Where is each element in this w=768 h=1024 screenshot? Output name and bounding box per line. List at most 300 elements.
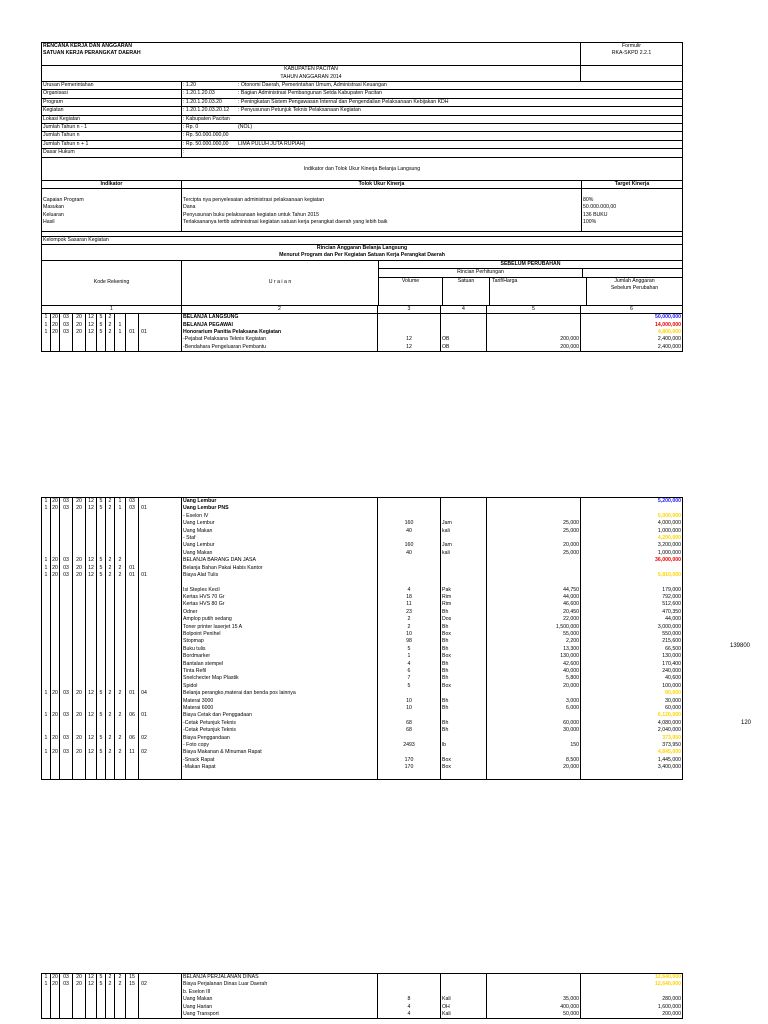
kode-segment: 01 <box>126 329 139 336</box>
colnum-2: 2 <box>181 306 377 313</box>
tarif-cell <box>486 989 580 996</box>
jumlah-cell: 30,000 <box>580 698 682 705</box>
kode-segment <box>97 661 106 668</box>
kode-segment <box>73 757 86 764</box>
kode-extra <box>139 683 149 690</box>
kode-extra <box>139 520 149 527</box>
kode-segment <box>126 698 139 705</box>
volume-cell <box>377 322 440 329</box>
satuan-cell <box>440 712 486 719</box>
kode-segment <box>126 1011 139 1018</box>
kode-segment <box>106 520 115 527</box>
kode-rekening <box>42 344 181 351</box>
kode-segment <box>73 1011 86 1018</box>
kode-segment: 20 <box>73 572 86 579</box>
kode-segment <box>42 727 51 734</box>
kode-segment <box>60 996 73 1003</box>
kode-segment <box>42 587 51 594</box>
kode-segment: 20 <box>73 557 86 564</box>
uraian-cell: Kertas HVS 70 Gr <box>181 594 377 601</box>
kode-rekening <box>42 705 181 712</box>
kode-segment <box>60 989 73 996</box>
volume-cell <box>377 498 440 505</box>
uraian-cell: b. Eselon III <box>181 989 377 996</box>
kode-extra <box>139 616 149 623</box>
kode-extra <box>139 322 149 329</box>
kode-segment <box>86 609 97 616</box>
kabupaten-title: KABUPATEN PACITAN <box>284 66 338 73</box>
kode-segment <box>126 542 139 549</box>
kode-segment: 2 <box>106 505 115 512</box>
kode-rekening <box>42 1011 181 1018</box>
info-row <box>42 90 682 98</box>
info-code: : 1.20 <box>181 82 237 89</box>
indikator-label: Hasil <box>43 219 55 226</box>
rincian-title-1: Rincian Anggaran Belanja Langsung <box>316 244 408 251</box>
kode-rekening <box>42 505 181 512</box>
tarif-cell: 150 <box>486 742 580 749</box>
budget-row <box>42 742 682 749</box>
kode-rekening <box>42 520 181 527</box>
kode-segment: 20 <box>51 314 60 321</box>
side-note-1: 139800 <box>730 643 751 649</box>
uraian-cell <box>181 771 377 778</box>
kode-segment <box>60 579 73 586</box>
kode-segment: 5 <box>97 572 106 579</box>
kode-segment: 1 <box>42 505 51 512</box>
kode-rekening <box>42 690 181 697</box>
info-row <box>42 141 682 149</box>
kode-segment <box>42 616 51 623</box>
kode-extra <box>139 314 149 321</box>
kode-segment: 2 <box>106 572 115 579</box>
kode-segment <box>106 638 115 645</box>
kode-segment <box>106 668 115 675</box>
volume-cell: 23 <box>377 609 440 616</box>
kode-segment <box>73 624 86 631</box>
kode-segment <box>86 764 97 771</box>
kode-segment <box>126 1004 139 1011</box>
volume-cell: 8 <box>377 996 440 1003</box>
budget-row <box>42 528 682 535</box>
kode-segment <box>42 609 51 616</box>
kode-segment <box>115 661 126 668</box>
kode-segment <box>106 601 115 608</box>
tarif-cell <box>486 322 580 329</box>
kode-segment <box>86 520 97 527</box>
budget-row <box>42 624 682 631</box>
satuan-cell <box>440 329 486 336</box>
info-label: Dasar Hukum <box>43 149 75 156</box>
kode-segment: 20 <box>73 981 86 988</box>
kode-segment <box>115 579 126 586</box>
kode-segment <box>86 698 97 705</box>
kode-segment: 2 <box>115 749 126 756</box>
budget-rows-page-2 <box>42 498 682 780</box>
kode-segment <box>42 705 51 712</box>
kode-segment <box>60 528 73 535</box>
kode-segment <box>51 675 60 682</box>
kode-extra <box>139 764 149 771</box>
kode-rekening <box>42 661 181 668</box>
kode-segment <box>126 601 139 608</box>
kode-segment <box>106 624 115 631</box>
kode-segment <box>86 989 97 996</box>
kode-segment <box>106 587 115 594</box>
uraian-cell: Belanja Bahan Pakai Habis Kantor <box>181 565 377 572</box>
kode-segment: 03 <box>60 712 73 719</box>
kode-segment <box>73 771 86 778</box>
tarif-cell: 20,450 <box>486 609 580 616</box>
formulir-label: Formulir <box>621 43 642 49</box>
kode-segment <box>42 720 51 727</box>
kode-segment: 1 <box>42 498 51 505</box>
satuan-cell <box>440 735 486 742</box>
kode-segment <box>126 624 139 631</box>
kode-segment: 12 <box>86 712 97 719</box>
kode-segment: 20 <box>73 505 86 512</box>
kode-segment: 5 <box>97 557 106 564</box>
tarif-cell <box>486 749 580 756</box>
kode-rekening <box>42 996 181 1003</box>
kode-rekening <box>42 609 181 616</box>
kode-extra <box>139 557 149 564</box>
kode-segment <box>126 989 139 996</box>
colnum-5: 5 <box>486 306 580 313</box>
budget-row <box>42 535 682 542</box>
kode-segment <box>86 675 97 682</box>
satuan-cell: Bh <box>440 705 486 712</box>
kode-segment <box>60 609 73 616</box>
indikator-label: Keluaran <box>43 211 64 218</box>
kode-segment: 1 <box>42 690 51 697</box>
kode-extra <box>139 638 149 645</box>
tarif-cell <box>486 579 580 586</box>
kode-segment <box>115 646 126 653</box>
formulir-code: RKA-SKPD 2.2.1 <box>611 50 652 57</box>
rka-sheet-page-2 <box>41 497 683 780</box>
volume-cell: 40 <box>377 550 440 557</box>
kode-rekening <box>42 771 181 778</box>
kode-segment <box>97 513 106 520</box>
jumlah-cell: 36,000,000 <box>580 557 682 564</box>
indikator-title-row <box>42 158 682 181</box>
indikator-tolok: Terlaksananya tertib administrasi kegiatan satuan kerja perangkat daerah yang lebih baik <box>183 219 388 226</box>
kode-segment <box>51 542 60 549</box>
kode-segment: 1 <box>42 329 51 336</box>
info-code: : Kabupaten Pacitan <box>181 116 237 123</box>
kode-segment <box>73 594 86 601</box>
tarif-cell <box>486 314 580 321</box>
volume-cell <box>377 690 440 697</box>
info-label: Lokasi Kegiatan <box>43 115 80 122</box>
kode-segment <box>115 638 126 645</box>
satuan-cell: Bh <box>440 727 486 734</box>
tarif-cell: 200,000 <box>486 336 580 343</box>
uraian-cell: Snelchecter Map Plastik <box>181 675 377 682</box>
kode-extra <box>139 727 149 734</box>
ind-col-target <box>581 189 682 231</box>
info-code: : 1.20.1.20.03.20.12 <box>181 107 237 114</box>
uraian-cell: Biaya Penggandaan <box>181 735 377 742</box>
jumlah-cell: 200,000 <box>580 1011 682 1018</box>
satuan-cell: Bh <box>440 609 486 616</box>
budget-row <box>42 698 682 705</box>
header-rincian: Rincian Perhitungan <box>457 269 504 276</box>
info-row <box>42 149 682 157</box>
satuan-cell: Bh <box>440 638 486 645</box>
kode-segment: 2 <box>115 981 126 988</box>
kode-segment <box>86 771 97 778</box>
kode-rekening <box>42 616 181 623</box>
kode-segment <box>60 513 73 520</box>
budget-row <box>42 675 682 682</box>
tarif-cell <box>486 712 580 719</box>
kode-segment <box>97 1004 106 1011</box>
budget-row <box>42 322 682 329</box>
volume-cell <box>377 557 440 564</box>
indikator-tolok: Tercipta nya penyelesaian administrasi pelaksanaan kegiatan <box>183 196 325 203</box>
uraian-cell: Uang Transport <box>181 1011 377 1018</box>
kode-segment <box>97 653 106 660</box>
kode-segment <box>51 683 60 690</box>
uraian-cell: BELANJA LANGSUNG <box>181 314 377 321</box>
kode-segment: 03 <box>60 749 73 756</box>
kode-rekening <box>42 742 181 749</box>
uraian-cell: Buku tulis <box>181 646 377 653</box>
rka-sheet-page-3 <box>41 973 683 1019</box>
ind-col-label <box>42 189 181 231</box>
volume-cell <box>377 572 440 579</box>
info-row <box>42 124 682 132</box>
jumlah-cell: 4,080,000 <box>580 720 682 727</box>
volume-cell <box>377 974 440 981</box>
kode-segment <box>73 631 86 638</box>
kode-segment: 20 <box>51 981 60 988</box>
jumlah-cell: 66,500 <box>580 646 682 653</box>
volume-cell <box>377 329 440 336</box>
kode-segment <box>115 587 126 594</box>
tarif-cell <box>486 498 580 505</box>
kode-segment: 20 <box>73 735 86 742</box>
kode-segment <box>86 631 97 638</box>
budget-row <box>42 616 682 623</box>
kode-segment: 20 <box>51 749 60 756</box>
kode-segment: 20 <box>73 565 86 572</box>
volume-cell: 2 <box>377 616 440 623</box>
kode-segment <box>51 616 60 623</box>
kode-segment <box>126 336 139 343</box>
satuan-cell: Dos <box>440 616 486 623</box>
jumlah-cell <box>580 505 682 512</box>
kode-segment <box>106 661 115 668</box>
indikator-target: 100% <box>583 219 597 226</box>
kode-segment: 1 <box>115 322 126 329</box>
kode-segment: 2 <box>106 329 115 336</box>
kode-segment <box>42 638 51 645</box>
kode-segment: 5 <box>97 314 106 321</box>
kode-segment: 03 <box>60 322 73 329</box>
satuan-cell <box>440 974 486 981</box>
info-desc <box>237 116 682 123</box>
kode-segment <box>115 528 126 535</box>
uraian-cell: Tinta Refil <box>181 668 377 675</box>
kode-segment <box>73 344 86 351</box>
info-code: : Rp. 0 <box>181 124 237 131</box>
kode-segment <box>60 771 73 778</box>
budget-row <box>42 550 682 557</box>
kode-rekening <box>42 749 181 756</box>
kode-segment <box>51 698 60 705</box>
kode-segment <box>42 594 51 601</box>
kode-segment <box>106 528 115 535</box>
satuan-cell: Bh <box>440 624 486 631</box>
kode-extra <box>139 698 149 705</box>
kode-segment <box>97 535 106 542</box>
kode-segment: 2 <box>106 322 115 329</box>
volume-cell <box>377 513 440 520</box>
satuan-cell <box>440 771 486 778</box>
kode-segment <box>115 616 126 623</box>
kode-segment: 2 <box>115 974 126 981</box>
info-row <box>42 82 682 90</box>
kode-segment <box>51 520 60 527</box>
satuan-cell: Box <box>440 683 486 690</box>
volume-cell: 11 <box>377 601 440 608</box>
kode-segment <box>97 668 106 675</box>
satuan-cell: OB <box>440 344 486 351</box>
kode-segment <box>97 771 106 778</box>
budget-row <box>42 712 682 719</box>
kode-segment <box>86 594 97 601</box>
jumlah-cell: 14,000,000 <box>580 322 682 329</box>
header-satuan: Satuan <box>442 278 489 305</box>
jumlah-cell: 280,000 <box>580 996 682 1003</box>
satuan-cell <box>440 690 486 697</box>
budget-row <box>42 683 682 690</box>
budget-row <box>42 513 682 520</box>
satuan-cell: Box <box>440 764 486 771</box>
rka-sheet-page-1 <box>41 42 683 352</box>
kode-segment <box>51 653 60 660</box>
kode-segment <box>115 727 126 734</box>
tarif-cell <box>486 572 580 579</box>
tarif-cell: 20,000 <box>486 542 580 549</box>
kode-extra <box>139 344 149 351</box>
volume-cell: 1 <box>377 653 440 660</box>
kode-segment <box>60 550 73 557</box>
uraian-cell: Honorarium Panitia Pelaksana Kegiatan <box>181 329 377 336</box>
kode-segment <box>73 1004 86 1011</box>
kode-segment <box>106 631 115 638</box>
doc-title-2: SATUAN KERJA PERANGKAT DAERAH <box>43 50 141 57</box>
tarif-cell: 200,000 <box>486 344 580 351</box>
volume-cell: 10 <box>377 631 440 638</box>
tarif-cell: 30,000 <box>486 727 580 734</box>
tarif-cell: 20,000 <box>486 764 580 771</box>
colnum-6: 6 <box>580 306 682 313</box>
kode-segment <box>60 646 73 653</box>
kode-segment: 2 <box>106 712 115 719</box>
budget-row <box>42 720 682 727</box>
header-uraian: U r a i a n <box>181 261 378 305</box>
kode-segment <box>86 550 97 557</box>
jumlah-cell: 215,600 <box>580 638 682 645</box>
kode-segment <box>115 683 126 690</box>
kode-segment <box>106 757 115 764</box>
volume-cell: 170 <box>377 764 440 771</box>
kode-rekening <box>42 727 181 734</box>
tarif-cell: 6,000 <box>486 705 580 712</box>
info-code: : 1.20.1.20.03.20 <box>181 99 237 106</box>
kode-segment <box>60 661 73 668</box>
kode-segment: 1 <box>42 557 51 564</box>
kode-segment <box>51 609 60 616</box>
uraian-cell: BELANJA BARANG DAN JASA <box>181 557 377 564</box>
kode-segment <box>42 1011 51 1018</box>
jumlah-cell: 3,400,000 <box>580 764 682 771</box>
uraian-cell: Bantalan stempel <box>181 661 377 668</box>
uraian-cell: Isi Steples Kecil <box>181 587 377 594</box>
satuan-cell: lb <box>440 742 486 749</box>
kode-segment: 12 <box>86 749 97 756</box>
info-desc <box>237 149 682 156</box>
kode-segment <box>106 764 115 771</box>
satuan-cell: Rim <box>440 601 486 608</box>
uraian-cell: Biaya Makanan & Minuman Rapat <box>181 749 377 756</box>
kode-segment <box>106 771 115 778</box>
kode-segment: 2 <box>106 690 115 697</box>
tarif-cell: 5,800 <box>486 675 580 682</box>
kode-segment: 20 <box>73 749 86 756</box>
info-desc: : Otonomi Daerah, Pemerintahan Umum, Administrasi Keuangan <box>238 82 387 89</box>
jumlah-cell: 1,000,000 <box>580 528 682 535</box>
satuan-cell: Bh <box>440 668 486 675</box>
tarif-cell <box>486 513 580 520</box>
kode-segment <box>42 668 51 675</box>
tarif-cell: 130,000 <box>486 653 580 660</box>
kode-extra: 01 <box>141 505 147 512</box>
kode-segment <box>51 1004 60 1011</box>
kode-rekening <box>42 712 181 719</box>
kode-segment: 12 <box>86 690 97 697</box>
indikator-label: Capaian Program <box>43 196 84 203</box>
kode-segment: 12 <box>86 329 97 336</box>
budget-row <box>42 498 682 505</box>
kode-segment <box>97 757 106 764</box>
kode-segment <box>126 764 139 771</box>
kode-segment <box>86 579 97 586</box>
kode-segment <box>126 557 139 564</box>
kode-segment: 01 <box>126 572 139 579</box>
jumlah-cell: 5,200,000 <box>580 498 682 505</box>
kode-segment: 20 <box>51 712 60 719</box>
kode-segment: 12 <box>86 572 97 579</box>
satuan-cell: kali <box>440 550 486 557</box>
kode-segment <box>42 653 51 660</box>
kode-extra <box>139 498 149 505</box>
info-desc: : Bagian Administrasi Pembangunan Setda Kabupaten Pacitan <box>238 90 382 97</box>
jumlah-cell: 512,600 <box>580 601 682 608</box>
info-desc: (NOL) <box>238 123 253 130</box>
jumlah-cell <box>580 989 682 996</box>
kode-extra: 01 <box>141 712 147 719</box>
tarif-cell <box>486 535 580 542</box>
kode-segment <box>73 609 86 616</box>
info-label: Jumlah Tahun n - 1 <box>43 123 88 130</box>
kode-segment <box>73 616 86 623</box>
kode-segment <box>115 513 126 520</box>
